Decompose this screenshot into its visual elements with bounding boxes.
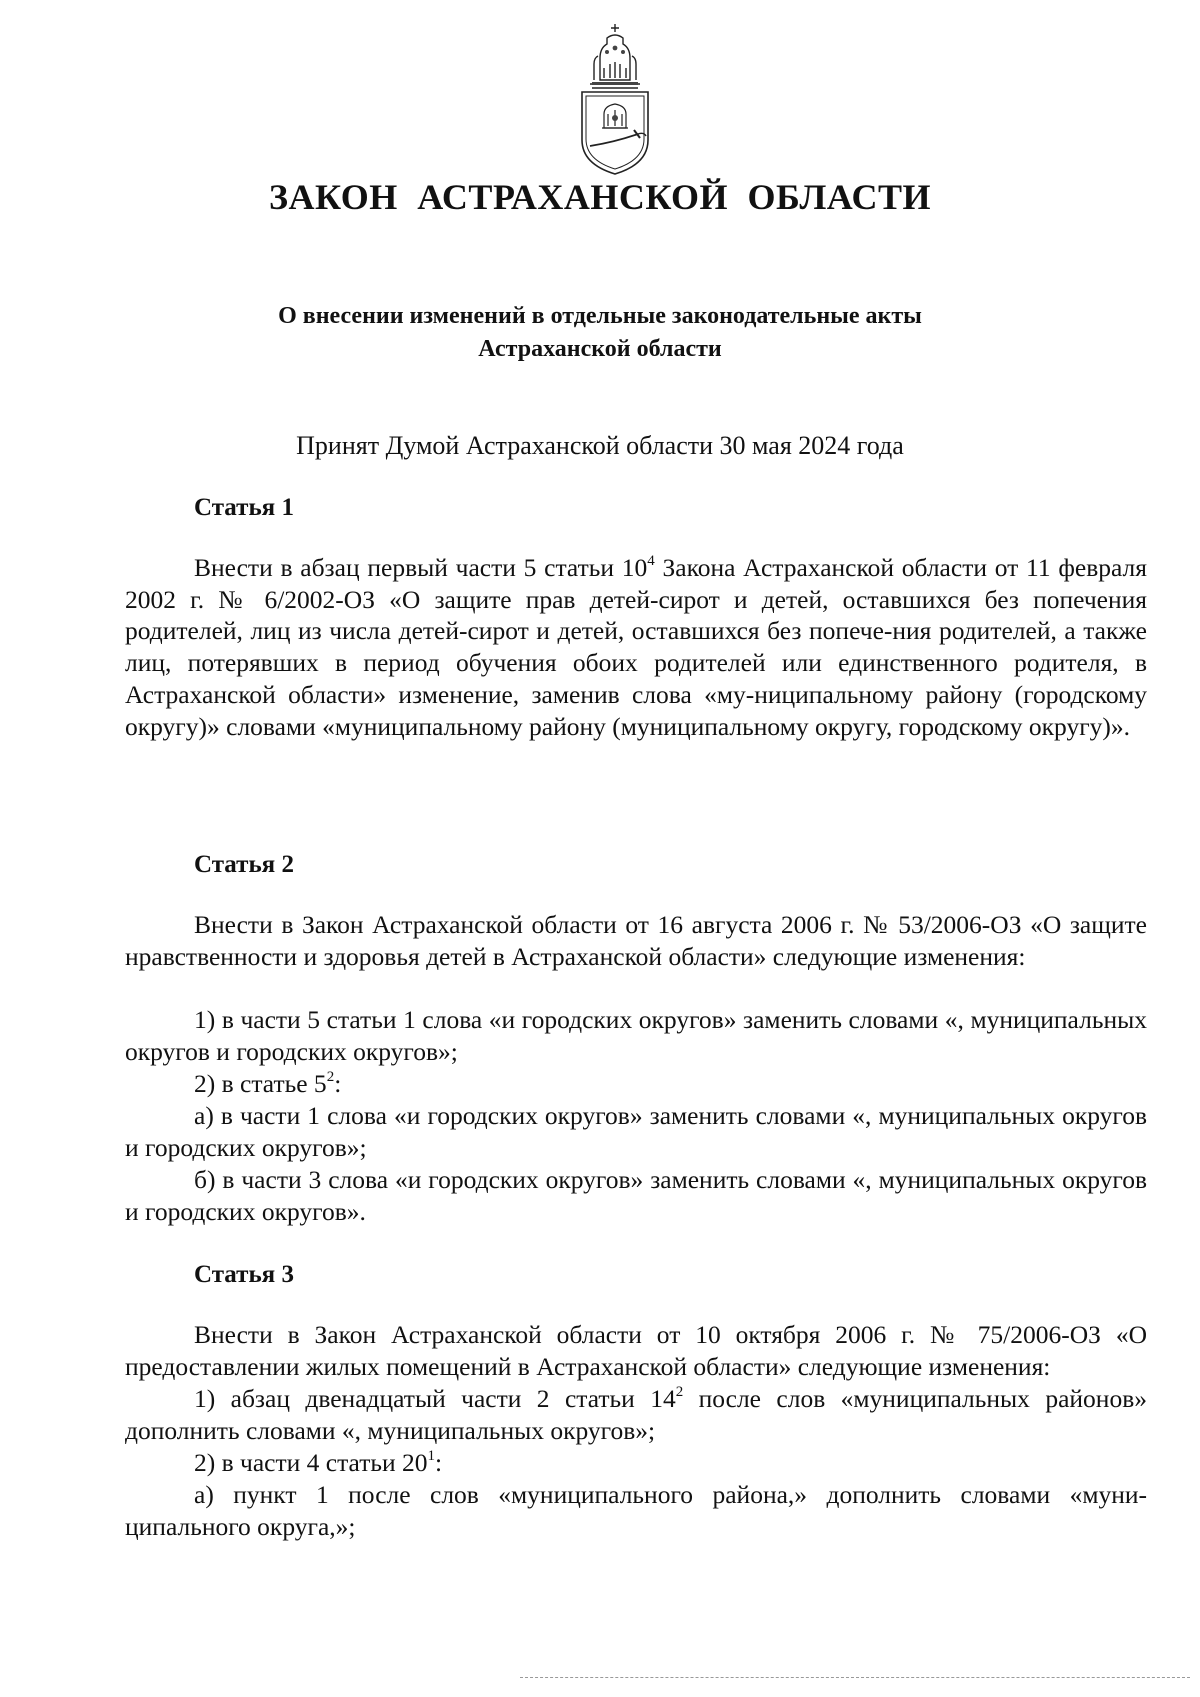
article-3-heading: Статья 3 xyxy=(194,1261,294,1288)
article-2-item-2-superscript: 2 xyxy=(326,1069,335,1085)
article-1-heading: Статья 1 xyxy=(194,494,294,521)
law-title: ЗАКОН АСТРАХАНСКОЙ ОБЛАСТИ xyxy=(269,177,931,217)
article-3-item-1-a: 1) абзац двенадцатый части 2 статьи 14 xyxy=(194,1384,676,1413)
article-2-item-2a: а) в части 1 слова «и городских округов» заменить словами «, муниципальных округов и городских округов»; xyxy=(125,1101,1147,1162)
article-1-superscript: 4 xyxy=(647,553,655,569)
article-2-heading: Статья 2 xyxy=(194,851,294,878)
article-2-item-1: 1) в части 5 статьи 1 слова «и городских округов» заменить словами «, муниципальных округов и городских округов»; xyxy=(125,1005,1147,1066)
article-1-text-a: Внести в абзац первый части 5 статьи 10 xyxy=(194,553,648,582)
article-3-item-1 xyxy=(125,1383,1147,1446)
article-3-item-2-a: 2) в части 4 статьи 20 xyxy=(194,1448,428,1477)
article-2-item-2b: б) в части 3 слова «и городских округов» заменить словами «, муниципальных округов и городских округов». xyxy=(125,1165,1147,1226)
article-3-item-1-b: после слов «муниципальных районов» дополнить словами «, муниципальных округов»; xyxy=(125,1384,1147,1445)
astrakhan-coat-of-arms-icon xyxy=(560,18,670,178)
article-1-text-b: Закона Астраханской области от 11 февраля 2002 г. № 6/2002-ОЗ «О защите прав детей-сирот и детей, оставшихся без попечения родителей, лиц из числа детей-сирот и детей, оставшихся без попече-ния родителей, а также лиц, потерявших в период обучения обоих родителей или единственного родителя, в Астраханской области» изменение, заменив слова «му-ниципальному району (городскому округу)» словами «муниципальному району (муниципальному округу, городскому округу)». xyxy=(125,553,1147,741)
article-1-text xyxy=(125,552,1147,742)
article-2-item-2 xyxy=(125,1068,1147,1100)
article-2-intro: Внести в Закон Астраханской области от 16 августа 2006 г. № 53/2006-ОЗ «О защите нравственности и здоровья детей в Астраханской области» следующие изменения: xyxy=(125,910,1147,971)
article-3-intro: Внести в Закон Астраханской области от 10 октября 2006 г. № 75/2006-ОЗ «О предоставлении жилых помещений в Астраханской области» следующие изменения: xyxy=(125,1320,1147,1381)
subtitle-line-1: О внесении изменений в отдельные законодательные акты xyxy=(278,303,922,329)
subtitle-line-2: Астраханской области xyxy=(478,336,722,362)
article-3-item-2-superscript: 1 xyxy=(427,1448,436,1464)
coat-of-arms-emblem xyxy=(560,18,670,178)
adoption-line: Принят Думой Астраханской области 30 мая 2024 года xyxy=(296,431,904,460)
article-3-item-2-b: : xyxy=(435,1448,443,1477)
footer-divider xyxy=(520,1677,1190,1678)
article-3-item-2 xyxy=(125,1447,1147,1479)
article-2-item-2-a: 2) в статье 5 xyxy=(194,1069,327,1098)
article-3-item-1-superscript: 2 xyxy=(675,1384,684,1400)
law-subtitle xyxy=(180,300,1020,366)
article-3-item-2a: а) пункт 1 после слов «муниципального района,» дополнить словами «муни-ципального округа,»; xyxy=(125,1480,1147,1541)
article-2-item-2-b: : xyxy=(334,1069,342,1098)
